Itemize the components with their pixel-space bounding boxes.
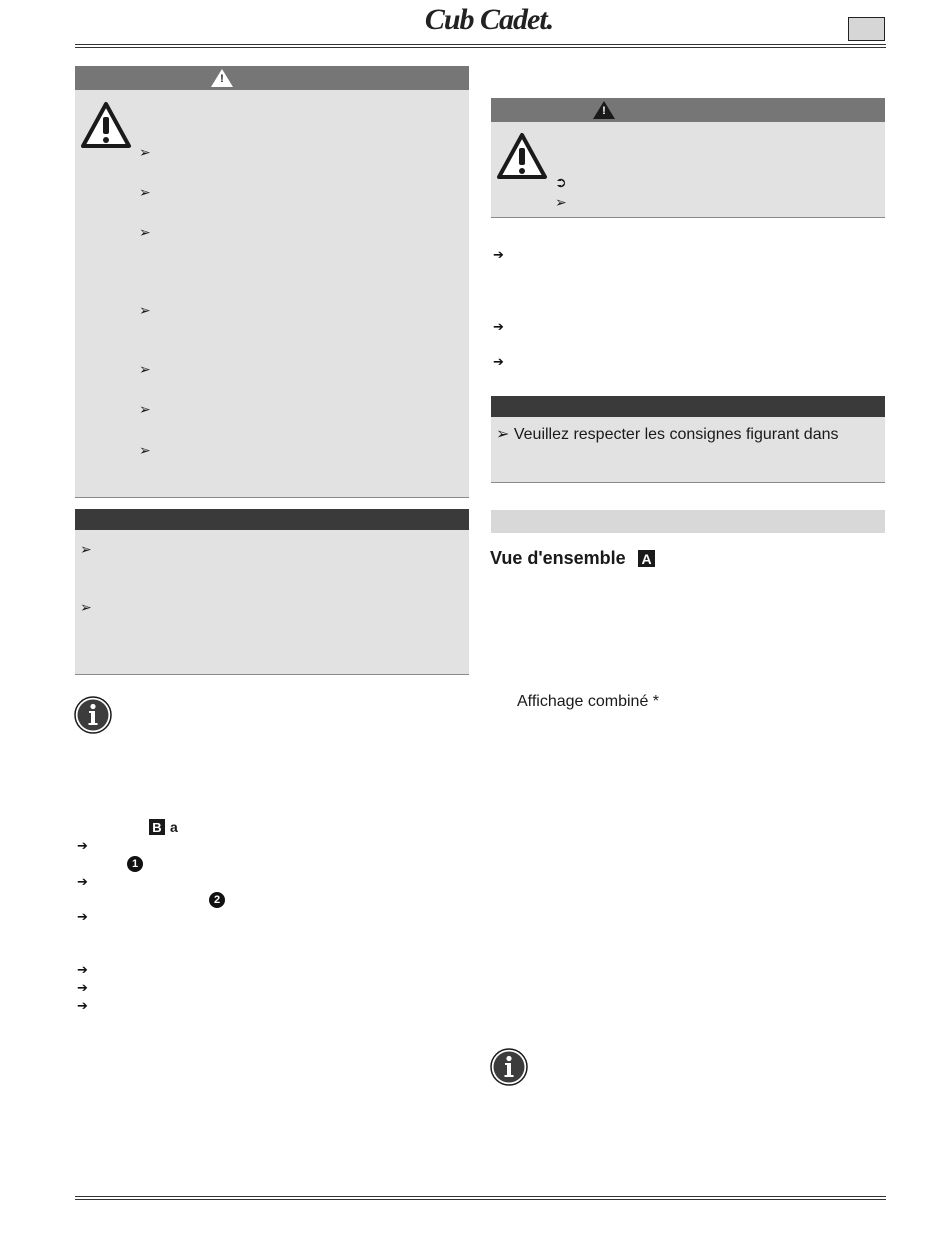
- footer-rule-2: [75, 1199, 886, 1200]
- step-arrow-4: ➔: [77, 962, 88, 977]
- step-arrow-right-2: ➔: [493, 319, 504, 334]
- footer-rule: [75, 1196, 886, 1197]
- warning-item-5: ➢: [139, 361, 151, 377]
- note-text-right: [496, 425, 839, 445]
- step-arrow-1: ➔: [77, 838, 88, 853]
- note-item-1: ➢: [80, 541, 92, 557]
- warning-box: [75, 90, 469, 498]
- step-arrow-right-3: ➔: [493, 354, 504, 369]
- warning-box-right: [491, 122, 885, 218]
- figure-ref-suffix: a: [170, 819, 178, 835]
- callout-1: 1: [127, 856, 143, 872]
- warning-title-bar-right: [491, 98, 885, 122]
- figure-badge-a: A: [638, 550, 655, 567]
- note-text: Veuillez respecter les consignes figurant dans: [513, 426, 839, 443]
- warning-item-4: ➢: [139, 302, 151, 318]
- language-tab: [848, 17, 885, 41]
- warning-item-right-1: ➢: [555, 194, 567, 210]
- step-arrow-5: ➔: [77, 980, 88, 995]
- warning-item-1: ➢: [139, 144, 151, 160]
- warning-bar-icon: !: [211, 69, 233, 87]
- info-icon: [74, 696, 112, 734]
- note-box: [75, 530, 469, 675]
- header-rule: [75, 44, 886, 45]
- note-item-2: ➢: [80, 599, 92, 615]
- step-arrow-3: ➔: [77, 909, 88, 924]
- warning-bar-icon-right: !: [593, 101, 615, 119]
- note-title-bar: [75, 509, 469, 530]
- note-marker: ➢: [496, 426, 510, 443]
- info-icon-right: [490, 1048, 528, 1086]
- warning-title-bar: [75, 66, 469, 90]
- warning-triangle-icon-right: [496, 132, 548, 180]
- rotate-icon: ➲: [555, 174, 567, 190]
- figure-badge-b: B: [149, 819, 165, 835]
- header-rule-2: [75, 47, 886, 48]
- warning-triangle-icon: [80, 101, 132, 149]
- overview-heading: Vue d'ensemble: [490, 548, 626, 568]
- warning-item-6: ➢: [139, 401, 151, 417]
- callout-2: 2: [209, 892, 225, 908]
- step-arrow-right-1: ➔: [493, 247, 504, 262]
- overview-item: Affichage combiné *: [517, 693, 660, 710]
- section-title-bar: [491, 510, 885, 533]
- warning-item-3: ➢: [139, 224, 151, 240]
- warning-item-2: ➢: [139, 184, 151, 200]
- step-arrow-6: ➔: [77, 998, 88, 1013]
- warning-item-7: ➢: [139, 442, 151, 458]
- brand-logo: Cub Cadet.: [424, 3, 554, 36]
- step-arrow-2: ➔: [77, 874, 88, 889]
- note-title-bar-right: [491, 396, 885, 417]
